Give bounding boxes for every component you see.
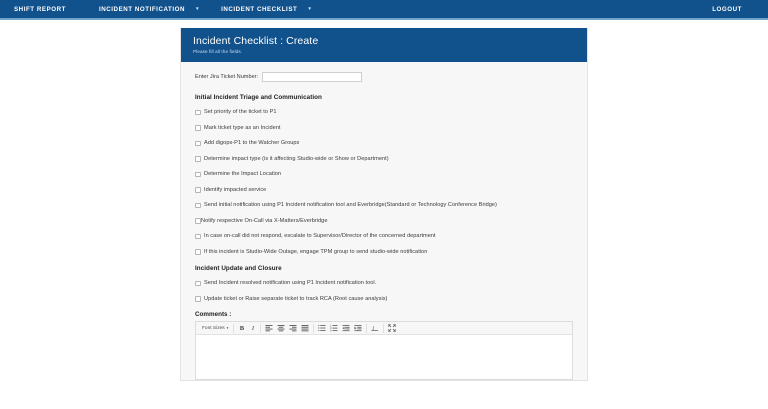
svg-text:3: 3 [330, 329, 333, 333]
incident-checklist-card [180, 28, 588, 381]
svg-text:2: 2 [330, 327, 333, 331]
nav-item-incident-checklist-label: INCIDENT CHECKLIST [221, 5, 298, 13]
toolbar-divider [366, 324, 367, 333]
checklist-item[interactable] [195, 218, 573, 225]
jira-ticket-row [195, 72, 573, 82]
indent-icon[interactable] [352, 323, 364, 334]
svg-text:I: I [372, 326, 375, 333]
checklist-item[interactable] [195, 280, 573, 287]
page-title: Incident Checklist : Create [193, 35, 319, 47]
page-subtitle: Please fill all the fields. [193, 49, 243, 55]
checkbox-icon[interactable] [195, 172, 201, 178]
nav-item-incident-notification[interactable] [99, 6, 199, 13]
font-sizes-label: Font Sizes [202, 325, 225, 331]
nav-links-group [14, 6, 712, 13]
comments-editor [195, 321, 573, 380]
clear-format-icon[interactable] [369, 323, 381, 334]
toolbar-divider [313, 324, 314, 333]
checklist-item-label: Notify respective On-Call via X-Matters/Everbridge [201, 217, 328, 224]
chevron-down-icon: ▾ [226, 326, 229, 331]
font-sizes-dropdown[interactable] [199, 323, 231, 334]
checklist-update-closure [195, 280, 573, 302]
card-header [181, 28, 587, 62]
align-center-icon[interactable] [275, 323, 287, 334]
checkbox-icon[interactable] [195, 249, 201, 255]
checklist-item[interactable] [195, 156, 573, 163]
checklist-item[interactable] [195, 187, 573, 194]
checklist-item[interactable] [195, 296, 573, 303]
checklist-initial-triage [195, 109, 573, 255]
svg-text:1: 1 [330, 324, 333, 328]
checklist-item-label: If this incident is Studio-Wide Outage, engage TPM group to send studio-wide notification [204, 248, 428, 255]
checklist-item-label: Mark ticket type as an Incident [204, 124, 281, 131]
page-container [0, 20, 768, 381]
checkbox-icon[interactable] [195, 110, 201, 116]
checkbox-icon[interactable] [195, 125, 201, 131]
toolbar-divider [233, 324, 234, 333]
checkbox-icon[interactable] [195, 234, 201, 240]
checklist-item[interactable] [195, 109, 573, 116]
align-justify-icon[interactable] [299, 323, 311, 334]
comments-textarea[interactable] [196, 335, 572, 379]
nav-item-shift-report[interactable] [14, 6, 77, 13]
checklist-item[interactable] [195, 125, 573, 132]
checklist-item-label: Identify impacted service [204, 186, 267, 193]
section-update-closure [195, 265, 573, 302]
checkbox-icon[interactable] [195, 281, 201, 287]
fullscreen-icon[interactable] [386, 323, 398, 334]
checklist-item-label: Add digops-P1 to the Watcher Groups [204, 140, 300, 147]
chevron-down-icon: ▾ [308, 5, 312, 12]
checkbox-icon[interactable] [195, 141, 201, 147]
checklist-item[interactable] [195, 249, 573, 256]
align-right-icon[interactable] [287, 323, 299, 334]
card-body [181, 62, 587, 380]
checklist-item-label: Update ticket or Raise separate ticket to track RCA (Root cause analysis) [204, 295, 388, 302]
jira-ticket-input[interactable] [262, 72, 362, 82]
checkbox-icon[interactable] [195, 218, 201, 224]
checklist-item[interactable] [195, 171, 573, 178]
checkbox-icon[interactable] [195, 156, 201, 162]
checkbox-icon[interactable] [195, 187, 201, 193]
nav-item-shift-report-label: SHIFT REPORT [14, 5, 66, 13]
checklist-item-label: Send initial notification using P1 Incident notification tool and Everbridge(Standard or Technology Conference Bridge) [204, 202, 497, 209]
numbered-list-icon[interactable] [328, 323, 340, 334]
section-heading-initial-triage: Initial Incident Triage and Communication [195, 94, 322, 102]
italic-button[interactable]: I [251, 324, 255, 332]
bold-button[interactable]: B [239, 324, 245, 332]
checklist-item[interactable] [195, 233, 573, 240]
jira-ticket-label: Enter Jira Ticket Number: [195, 74, 259, 81]
nav-item-incident-checklist[interactable] [221, 6, 311, 13]
checklist-item-label: Determine the Impact Location [204, 171, 282, 178]
bullet-list-icon[interactable] [316, 323, 328, 334]
checklist-item-label: Determine impact type (is it affecting Studio-wide or Show or Department) [204, 155, 389, 162]
editor-toolbar [196, 322, 572, 335]
checkbox-icon[interactable] [195, 296, 201, 302]
section-heading-update-closure: Incident Update and Closure [195, 265, 282, 273]
chevron-down-icon: ▾ [196, 5, 200, 12]
align-left-icon[interactable] [263, 323, 275, 334]
checkbox-icon[interactable] [195, 203, 201, 209]
comments-label: Comments : [195, 311, 232, 319]
toolbar-divider [383, 324, 384, 333]
outdent-icon[interactable] [340, 323, 352, 334]
toolbar-divider [260, 324, 261, 333]
logout-button[interactable]: LOGOUT [712, 5, 742, 13]
checklist-item-label: In case on-call did not respond, escalate to Supervisor/Director of the concerned department [204, 233, 436, 240]
checklist-item-label: Set priority of the ticket to P1 [204, 109, 277, 116]
section-initial-triage [195, 94, 573, 255]
checklist-item[interactable] [195, 202, 573, 209]
checklist-item-label: Send Incident resolved notification using P1 Incident notification tool. [204, 280, 377, 287]
nav-item-incident-notification-label: INCIDENT NOTIFICATION [98, 5, 186, 13]
top-navigation-bar [0, 0, 768, 20]
checklist-item[interactable] [195, 140, 573, 147]
